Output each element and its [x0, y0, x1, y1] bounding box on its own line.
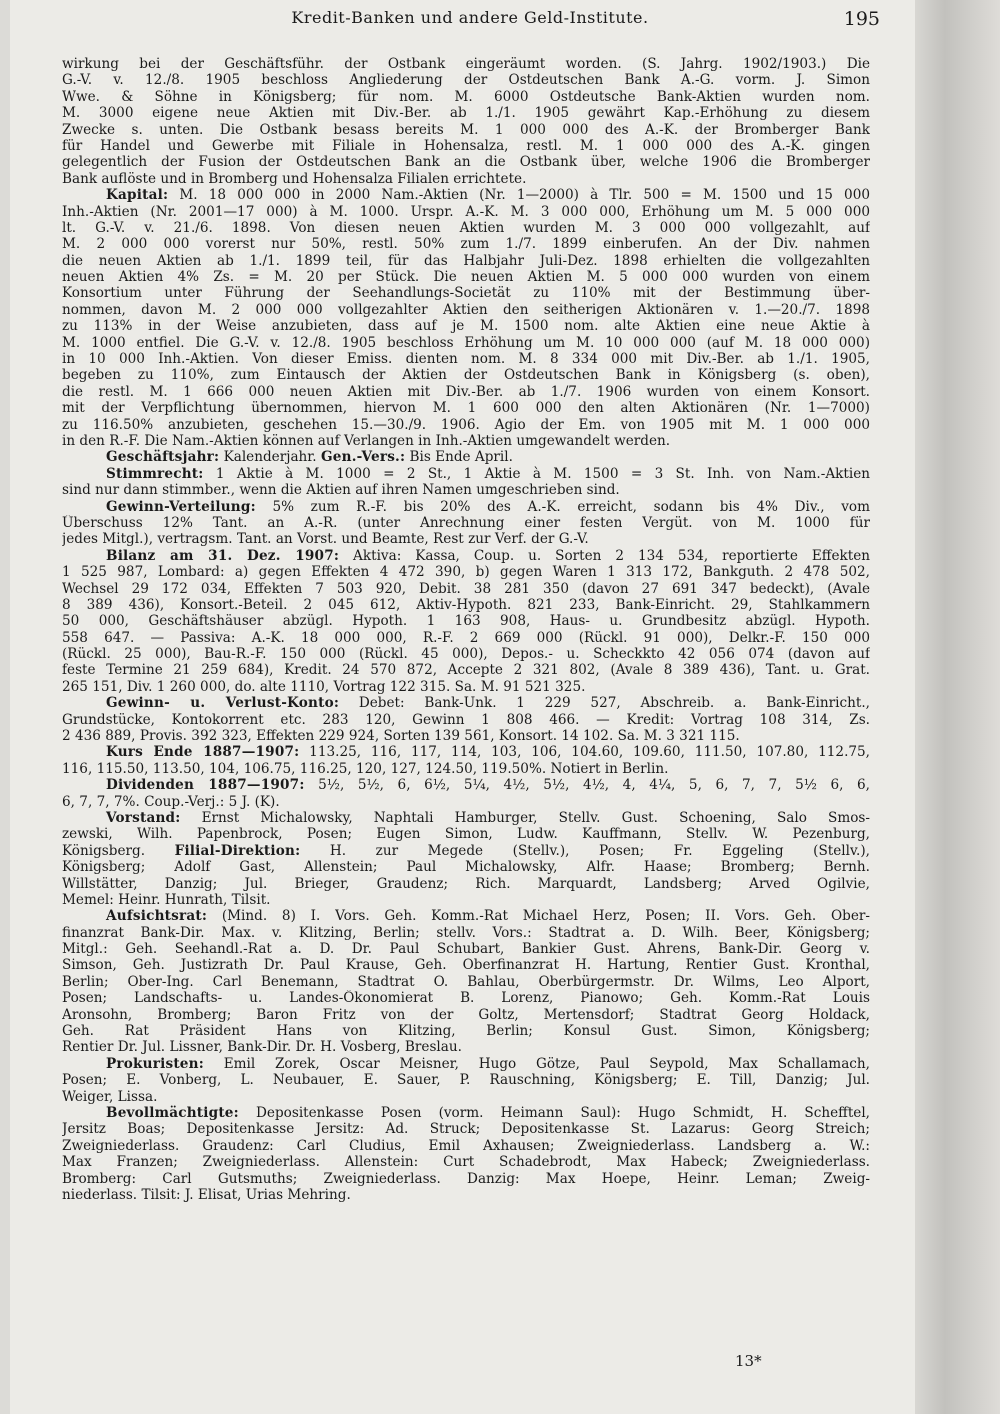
line-text: M. 2 000 000 vorerst nur 50%, restl. 50% zum 1./7. 1899 einberufen. An der Div. nahmen: [62, 236, 870, 253]
line-text: H. zur Megede (Stellv.), Posen; Fr. Eggeling (Stellv.),: [300, 842, 870, 859]
text-line: [62, 810, 870, 826]
text-line: [62, 548, 870, 564]
line-text: sind nur dann stimmber., wenn die Aktien auf ihren Namen umgeschrieben sind.: [62, 482, 620, 499]
line-text: Inh.-Aktien (Nr. 2001—17 000) à M. 1000. Urspr. A.-K. M. 3 000 000, Erhöhung um M. 5 000 000: [62, 203, 870, 220]
line-text: Willstätter, Danzig; Jul. Brieger, Graudenz; Rich. Marquardt, Landsberg; Arved Ogilvie,: [62, 875, 870, 892]
text-line: [62, 1072, 870, 1088]
line-text: jedes Mitgl.), vertragsm. Tant. an Vorst. und Beamte, Rest zur Verf. der G.-V.: [62, 531, 589, 548]
line-text: 5% zum R.-F. bis 20% des A.-K. erreicht, sodann bis 4% Div., vom: [255, 498, 870, 515]
text-line: [62, 400, 870, 416]
section-heading: Gewinn-Verteilung:: [106, 498, 256, 515]
text-line: [62, 433, 870, 449]
text-line: [62, 941, 870, 957]
text-line: [62, 220, 870, 236]
section-heading: Aufsichtsrat:: [106, 908, 208, 925]
line-text: 265 151, Div. 1 260 000, do. alte 1110, Vortrag 122 315. Sa. M. 91 521 325.: [62, 678, 586, 695]
text-line: [62, 613, 870, 629]
section-heading: Kapital:: [106, 187, 169, 204]
text-line: [62, 744, 870, 760]
text-line: [62, 335, 870, 351]
line-text: Aktiva: Kassa, Coup. u. Sorten 2 134 534, reportierte Effekten: [339, 547, 870, 564]
text-line: [62, 384, 870, 400]
line-text: 2 436 889, Provis. 392 323, Effekten 229 924, Sorten 139 561, Konsort. 14 102. Sa. M. 3 321 115.: [62, 728, 740, 745]
line-text: 1 525 987, Lombard: a) gegen Effekten 4 472 390, b) gegen Waren 1 313 172, Bankguth. 2 478 502,: [62, 564, 870, 581]
line-text: Posen; E. Vonberg, L. Neubauer, E. Sauer, P. Rauschning, Königsberg; E. Till, Danzig; Jul.: [62, 1072, 870, 1089]
line-text: Überschuss 12% Tant. an A.-R. (unter Anrechnung einer festen Vergüt. von M. 1000 für: [62, 514, 870, 531]
section-heading: Dividenden 1887—1907:: [106, 777, 305, 794]
text-line: [62, 876, 870, 892]
line-text: Mitgl.: Geh. Seehandl.-Rat a. D. Dr. Paul Schubart, Bankier Gust. Ahrens, Bank-Dir. Georg v.: [62, 941, 870, 958]
line-text: 558 647. — Passiva: A.-K. 18 000 000, R.-F. 2 669 000 (Rückl. 91 000), Delkr.-F. 150 000: [62, 629, 870, 646]
text-line: [62, 122, 870, 138]
section-heading: Bevollmächtigte:: [106, 1105, 239, 1121]
line-text: Konsortium unter Führung der Seehandlungs-Societät zu 110% mit der Bestimmung über-: [62, 285, 870, 302]
line-text: die restl. M. 1 666 000 neuen Aktien mit Div.-Ber. ab 1./7. 1906 wurden von einem Konsort.: [62, 383, 870, 400]
text-line: [62, 662, 870, 678]
section-heading: Prokuristen:: [106, 1055, 204, 1072]
text-line: [62, 269, 870, 285]
text-line: [62, 564, 870, 580]
text-line: [62, 957, 870, 973]
section-heading: Filial-Direktion:: [174, 842, 301, 859]
line-text: 5½, 5½, 6, 6½, 5¼, 4½, 5½, 4½, 4, 4¼, 5, 6, 7, 7, 5½ 6, 6,: [304, 777, 870, 794]
text-line: [62, 1056, 870, 1072]
line-text: Zwecke s. unten. Die Ostbank besass bereits M. 1 000 000 des A.-K. der Bromberger Bank: [62, 121, 870, 138]
line-text: Zweigniederlass. Graudenz: Carl Cludius, Emil Axhausen; Zweigniederlass. Landsberg a. W.:: [62, 1137, 870, 1154]
line-text: wirkung bei der Geschäftsführ. der Ostbank eingeräumt worden. (S. Jahrg. 1902/1903.) Die: [62, 56, 870, 72]
text-line: [62, 925, 870, 941]
line-text: zu 113% in der Weise anzubieten, dass auf je M. 1500 nom. alte Aktien eine neue Aktie à: [62, 318, 870, 335]
text-line: [62, 1138, 870, 1154]
line-text: gelegentlich der Fusion der Ostdeutschen Bank an die Ostbank über, welche 1906 die Bromberger: [62, 154, 870, 171]
line-text: G.-V. v. 12./8. 1905 beschloss Angliederung der Ostdeutschen Bank A.-G. vorm. J. Simon: [62, 72, 870, 89]
text-line: [62, 236, 870, 252]
text-line: [62, 1039, 870, 1055]
text-line: [62, 597, 870, 613]
line-text: in den R.-F. Die Nam.-Aktien können auf Verlangen in Inh.-Aktien umgewandelt werden.: [62, 432, 671, 449]
text-line: [62, 1154, 870, 1170]
line-text: M. 3000 eigene neue Aktien mit Div.-Ber. ab 1./1. 1905 gewährt Kap.-Erhöhung zu diesem: [62, 105, 870, 122]
text-line: [62, 351, 870, 367]
text-line: [62, 761, 870, 777]
text-line: [62, 253, 870, 269]
section-heading: Kurs Ende 1887—1907:: [106, 744, 300, 761]
line-text: (Rückl. 25 000), Bau-R.-F. 150 000 (Rückl. 45 000), Depos.- u. Scheckkto 42 056 074 (davon auf: [62, 646, 870, 663]
line-text: lt. G.-V. v. 21./6. 1898. Von diesen neuen Aktien wurden M. 3 000 000 vollgezahlt, auf: [62, 219, 870, 236]
text-line: [62, 154, 870, 170]
text-line: [62, 285, 870, 301]
line-text: 50 000, Geschäftshäuser abzügl. Hypoth. 1 163 908, Haus- u. Grundbesitz abzügl. Hypoth.: [62, 613, 870, 630]
line-text: Jersitz Boas; Depositenkasse Jersitz: Ad. Struck; Depositenkasse St. Lazarus: Georg Streich;: [62, 1121, 870, 1138]
line-text: feste Termine 21 259 684), Kredit. 24 570 872, Accepte 2 321 802, (Avale 8 389 436), Tant. u. Grat.: [62, 662, 870, 679]
text-line: [62, 515, 870, 531]
line-text: Bank auflöste und in Bromberg und Hohensalza Filialen errichtete.: [62, 170, 527, 187]
line-text: mit der Verpflichtung übernommen, hiervon M. 1 600 000 den alten Aktionären (Nr. 1—7000): [62, 400, 870, 417]
section-heading: Geschäftsjahr:: [106, 449, 220, 466]
text-line: [62, 89, 870, 105]
text-line: [62, 1187, 870, 1203]
text-line: [62, 843, 870, 859]
text-line: [62, 908, 870, 924]
text-line: [62, 777, 870, 793]
line-text: die neuen Aktien ab 1./1. 1899 teil, für das Halbjahr Juli-Dez. 1898 erhielten die vollgezahlten: [62, 252, 870, 269]
line-text: finanzrat Bank-Dir. Max. v. Klitzing, Berlin; stellv. Vors.: Stadtrat a. D. Wilh. Beer, Königsberg;: [62, 924, 870, 941]
text-line: [62, 499, 870, 515]
section-heading: Vorstand:: [106, 809, 181, 826]
text-line: [62, 318, 870, 334]
line-text: Max Franzen; Zweigniederlass. Allenstein: Curt Schadebrodt, Max Habeck; Zweigniederlass.: [62, 1154, 870, 1171]
line-text: M. 1000 entfiel. Die G.-V. v. 12./8. 1905 beschloss Erhöhung um M. 10 000 000 (auf M. 18 000 000): [62, 334, 870, 351]
line-text: Berlin; Ober-Ing. Carl Benemann, Stadtrat O. Bahlau, Oberbürgermstr. Dr. Wilms, Leo Alport,: [62, 973, 870, 990]
text-line: [62, 679, 870, 695]
line-text: Posen; Landschafts- u. Landes-Ökonomierat B. Lorenz, Pianowo; Geh. Komm.-Rat Louis: [62, 990, 870, 1007]
line-text: Königsberg; Adolf Gast, Allenstein; Paul Michalowsky, Alfr. Haase; Bromberg; Bernh.: [62, 859, 870, 876]
line-text: Memel: Heinr. Hunrath, Tilsit.: [62, 891, 271, 908]
line-text: Aronsohn, Bromberg; Baron Fritz von der Goltz, Mertensdorf; Stadtrat Georg Holdack,: [62, 1006, 870, 1023]
line-text: 1 Aktie à M. 1000 = 2 St., 1 Aktie à M. 1500 = 3 St. Inh. von Nam.-Aktien: [203, 465, 870, 482]
text-line: [62, 1171, 870, 1187]
line-text: 116, 115.50, 113.50, 104, 106.75, 116.25, 120, 127, 124.50, 119.50%. Notiert in Berlin.: [62, 760, 669, 777]
line-text: für Handel und Gewerbe mit Filiale in Hohensalza, restl. M. 1 000 000 des A.-K. gingen: [62, 137, 870, 154]
line-text: Depositenkasse Posen (vorm. Heimann Saul): Hugo Schmidt, H. Schefftel,: [238, 1105, 870, 1121]
text-line: [62, 171, 870, 187]
text-line: [62, 1121, 870, 1137]
text-line: [62, 1007, 870, 1023]
line-text: 6, 7, 7, 7%. Coup.-Verj.: 5 J. (K).: [62, 793, 280, 810]
text-line: [62, 892, 870, 908]
text-line: [62, 990, 870, 1006]
text-line: [62, 72, 870, 88]
text-line: [62, 695, 870, 711]
text-line: [62, 646, 870, 662]
text-line: [62, 859, 870, 875]
line-text: begeben zu 110%, zum Eintausch der Aktien der Ostdeutschen Bank in Königsberg (s. oben),: [62, 367, 870, 384]
line-text: Simson, Geh. Justizrath Dr. Paul Krause, Geh. Oberfinanzrat H. Hartung, Rentier Gust. Kronthal,: [62, 957, 870, 974]
text-line: [62, 105, 870, 121]
text-line: [62, 974, 870, 990]
line-text: Wechsel 29 172 034, Effekten 7 503 920, Debit. 38 281 350 (davon 27 691 347 bedeckt), (Avale: [62, 580, 870, 597]
text-line: [62, 187, 870, 203]
text-line: [62, 630, 870, 646]
line-text: (Mind. 8) I. Vors. Geh. Komm.-Rat Michael Herz, Posen; II. Vors. Geh. Ober-: [207, 908, 870, 925]
line-text: niederlass. Tilsit: J. Elisat, Urias Mehring.: [62, 1186, 351, 1203]
section-heading: Gewinn- u. Verlust-Konto:: [106, 695, 340, 712]
text-line: [62, 1089, 870, 1105]
line-text: M. 18 000 000 in 2000 Nam.-Aktien (Nr. 1—2000) à Tlr. 500 = M. 1500 und 15 000: [168, 187, 870, 204]
page-number: 195: [843, 8, 880, 30]
line-text: 113.25, 116, 117, 114, 103, 106, 104.60, 109.60, 111.50, 107.80, 112.75,: [299, 744, 870, 761]
line-text: Weiger, Lissa.: [62, 1088, 158, 1105]
line-text: neuen Aktien 4% Zs. = M. 20 per Stück. Die neuen Aktien M. 5 000 000 wurden von einem: [62, 269, 870, 286]
line-text: 8 389 436), Konsort.-Beteil. 2 045 612, Aktiv-Hypoth. 821 233, Bank-Einricht. 29, Stahlkammern: [62, 596, 870, 613]
binding-shadow: [915, 0, 1000, 1414]
section-heading: Stimmrecht:: [106, 465, 204, 482]
text-line: [62, 794, 870, 810]
text-line: [62, 482, 870, 498]
text-line: [62, 581, 870, 597]
text-line: [62, 1105, 870, 1121]
section-heading: Gen.-Vers.:: [320, 449, 406, 466]
page-gutter: [0, 0, 10, 1414]
section-heading: Bilanz am 31. Dez. 1907:: [106, 547, 340, 564]
line-text: zu 116.50% anzubieten, geschehen 15.—30./9. 1906. Agio der Em. von 1905 mit M. 1 000 000: [62, 416, 870, 433]
text-line: [62, 302, 870, 318]
page-header: [60, 8, 880, 34]
text-line: [62, 367, 870, 383]
page-body: [62, 56, 870, 1203]
line-text: Königsberg.: [62, 842, 175, 859]
line-text: nommen, davon M. 2 000 000 vollgezahlter Aktien den seitherigen Aktionären v. 1.—20./7. 1898: [62, 301, 870, 318]
text-line: [62, 531, 870, 547]
line-text: Wwe. & Söhne in Königsberg; für nom. M. 6000 Ostdeutsche Bank-Aktien wurden nom.: [62, 88, 870, 105]
line-text: Geh. Rat Präsident Hans von Klitzing, Berlin; Konsul Gust. Simon, Königsberg;: [62, 1023, 870, 1040]
text-line: [62, 466, 870, 482]
line-text: Grundstücke, Kontokorrent etc. 283 120, Gewinn 1 808 466. — Kredit: Vortrag 108 314, Zs.: [62, 711, 870, 728]
running-head: Kredit-Banken und andere Geld-Institute.: [291, 8, 649, 27]
line-text: Bis Ende April.: [405, 449, 513, 466]
line-text: Ernst Michalowsky, Naphtali Hamburger, Stellv. Gust. Schoening, Salo Smos-: [180, 809, 870, 826]
line-text: Kalenderjahr.: [219, 449, 321, 466]
line-text: zewski, Wilh. Papenbrock, Posen; Eugen Simon, Ludw. Kauffmann, Stellv. W. Pezenburg,: [62, 826, 870, 843]
text-line: [62, 1023, 870, 1039]
line-text: Rentier Dr. Jul. Lissner, Bank-Dir. Dr. H. Vosberg, Breslau.: [62, 1039, 462, 1056]
text-line: [62, 204, 870, 220]
signature-mark: 13*: [735, 1352, 762, 1370]
text-line: [62, 826, 870, 842]
text-line: [62, 56, 870, 72]
text-line: [62, 449, 870, 465]
text-line: [62, 712, 870, 728]
line-text: Bromberg: Carl Gutsmuths; Zweigniederlass. Danzig: Max Hoepe, Heinr. Leman; Zweig-: [62, 1170, 870, 1187]
text-line: [62, 728, 870, 744]
text-line: [62, 138, 870, 154]
text-line: [62, 417, 870, 433]
line-text: in 10 000 Inh.-Aktien. Von dieser Emiss. dienten nom. M. 8 334 000 mit Div.-Ber. ab 1./1. 1905,: [62, 351, 870, 368]
line-text: Emil Zorek, Oscar Meisner, Hugo Götze, Paul Seypold, Max Schallamach,: [203, 1055, 870, 1072]
line-text: Debet: Bank-Unk. 1 229 527, Abschreib. a. Bank-Einricht.,: [339, 695, 870, 712]
